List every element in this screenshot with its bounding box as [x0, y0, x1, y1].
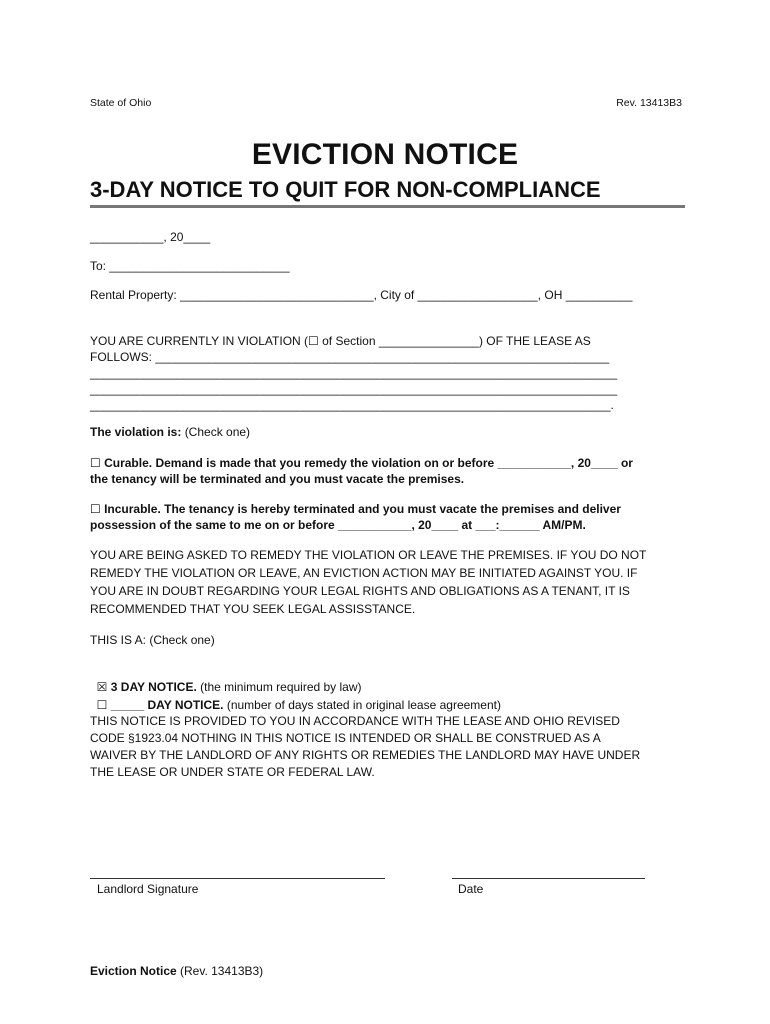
custom-day-notice-option[interactable] [90, 680, 501, 714]
incurable-option[interactable]: ☐ Incurable. The tenancy is hereby terminated and you must vacate the premises and deliver [90, 502, 621, 516]
landlord-signature-label: Landlord Signature [97, 882, 199, 896]
legal-line-3: WAIVER BY THE LANDLORD OF ANY RIGHTS OR REMEDIES THE LANDLORD MAY HAVE UNDER [90, 748, 641, 762]
state-label: State of Ohio [90, 97, 152, 109]
warning-line-4: RECOMMENDED THAT YOU SEEK LEGAL ASSISSTANCE. [90, 602, 416, 616]
date-signature-line[interactable] [452, 878, 645, 879]
three-day-notice-label[interactable]: ☒ 3 DAY NOTICE. [96, 680, 197, 694]
violation-line-5[interactable]: ______________________________________________________________________________. [90, 398, 614, 412]
violation-line-3[interactable]: _______________________________________________________________________________ [90, 366, 618, 380]
custom-day-notice-desc: (number of days stated in original lease agreement) [223, 698, 501, 712]
revision-label: Rev. 13413B3 [616, 97, 682, 109]
title-divider [90, 205, 685, 208]
three-day-notice-desc: (the minimum required by law) [196, 680, 362, 694]
legal-line-4: THE LEASE OR UNDER STATE OR FEDERAL LAW. [90, 765, 375, 779]
footer-revision: (Rev. 13413B3) [176, 964, 264, 978]
footer-title: Eviction Notice [90, 964, 177, 978]
violation-type-label: The violation is: [90, 425, 182, 439]
legal-line-1: THIS NOTICE IS PROVIDED TO YOU IN ACCORDANCE WITH THE LEASE AND OHIO REVISED [90, 714, 620, 728]
violation-line-4[interactable]: _______________________________________________________________________________ [90, 382, 618, 396]
warning-line-3: YOU ARE IN DOUBT REGARDING YOUR LEGAL RIGHTS AND OBLIGATIONS AS A TENANT, IT IS [90, 584, 630, 598]
violation-type-heading [90, 424, 250, 441]
custom-day-notice-label[interactable]: ☐ _____ DAY NOTICE. [96, 698, 224, 712]
notice-type-heading: THIS IS A: (Check one) [90, 633, 215, 647]
landlord-signature-line[interactable] [90, 878, 385, 879]
warning-line-2: REMEDY THE VIOLATION OR LEAVE, AN EVICTION ACTION MAY BE INITIATED AGAINST YOU. IF [90, 566, 638, 580]
page-title: EVICTION NOTICE [251, 138, 519, 171]
violation-type-hint: (Check one) [184, 425, 251, 439]
rental-property-field[interactable]: Rental Property: _____________________________, City of __________________, OH __________ [90, 288, 633, 302]
incurable-option-line-2[interactable]: possession of the same to me on or before ___________, 20____ at ___:______ AM/PM. [90, 518, 586, 532]
violation-line-2[interactable]: FOLLOWS: ____________________________________________________________________ [90, 350, 610, 364]
date-signature-label: Date [458, 882, 484, 896]
warning-line-1: YOU ARE BEING ASKED TO REMEDY THE VIOLATION OR LEAVE THE PREMISES. IF YOU DO NOT [90, 548, 647, 562]
footer [90, 963, 263, 980]
violation-line-1[interactable]: YOU ARE CURRENTLY IN VIOLATION (☐ of Section _______________) OF THE LEASE AS [90, 334, 591, 348]
recipient-field[interactable]: To: ___________________________ [90, 259, 290, 273]
curable-option-line-2: the tenancy will be terminated and you must vacate the premises. [90, 472, 465, 486]
date-field[interactable]: ___________, 20____ [90, 230, 211, 244]
page-subtitle: 3-DAY NOTICE TO QUIT FOR NON-COMPLIANCE [90, 177, 601, 202]
curable-option[interactable]: ☐ Curable. Demand is made that you remedy the violation on or before ___________, 20____ or [90, 456, 633, 470]
legal-line-2: CODE §1923.04 NOTHING IN THIS NOTICE IS INTENDED OR SHALL BE CONSTRUED AS A [90, 731, 601, 745]
